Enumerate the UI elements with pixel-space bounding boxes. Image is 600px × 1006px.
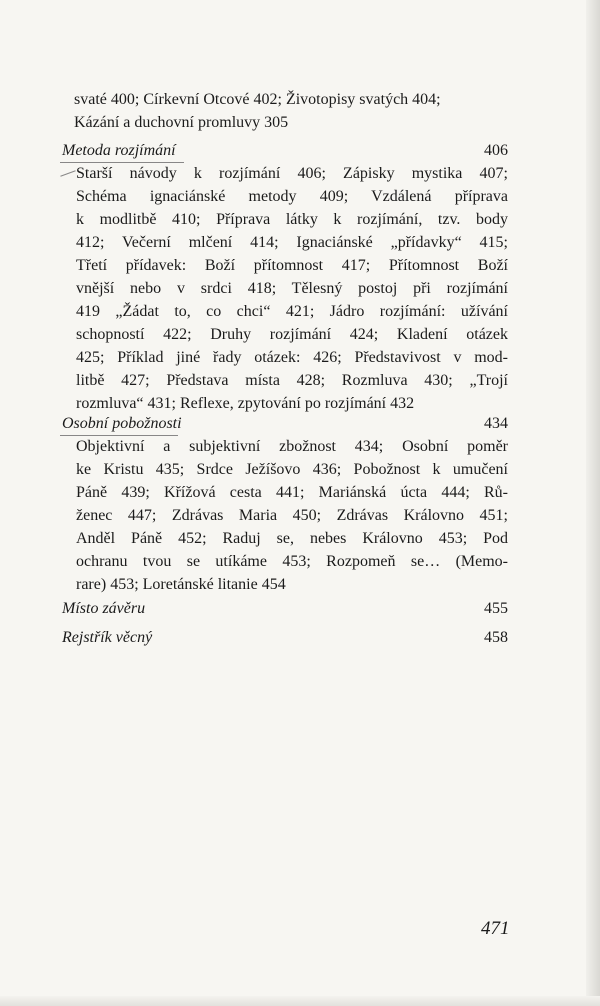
toc-line: Kázání a duchovní promluvy 305 [74, 114, 289, 131]
toc-line: Anděl Páně 452; Raduj se, nebes Královno 453; Pod [76, 530, 508, 547]
toc-entry-rejstrik-vecny [62, 627, 508, 649]
toc-line: 419 „Žádat to, co chci“ 421; Jádro rozjímání: užívání [76, 303, 508, 320]
toc-entry-body [76, 162, 508, 415]
toc-line: schopností 422; Druhy rozjímání 424; Kladení otázek [76, 326, 508, 343]
toc-entry-title: Rejstřík věcný [62, 629, 153, 646]
toc-line: rare) 453; Loretánské litanie 454 [76, 576, 286, 593]
toc-line: 412; Večerní mlčení 414; Ignaciánské „přídavky“ 415; [76, 234, 508, 251]
toc-entry-head [62, 413, 508, 435]
toc-line: 425; Příklad jiné řady otázek: 426; Představivost v mod- [76, 349, 508, 366]
toc-line: ke Kristu 435; Srdce Ježíšovo 436; Pobožnost k umučení [76, 461, 508, 478]
toc-entry-osobni-poboznosti [62, 413, 508, 596]
toc-line: ochranu tvou se utíkáme 453; Rozpomeň se… (Memo- [76, 553, 508, 570]
toc-line: Starší návody k rozjímání 406; Zápisky mystika 407; [76, 165, 508, 182]
page-bottom-edge [0, 996, 600, 1006]
toc-line: rozmluva“ 431; Reflexe, zpytování po rozjímání 432 [76, 395, 415, 412]
toc-line: Schéma ignaciánské metody 409; Vzdálená příprava [76, 188, 508, 205]
toc-line: k modlitbě 410; Příprava látky k rozjímání, tzv. body [76, 211, 508, 228]
toc-entry-body [76, 435, 508, 596]
toc-line: vnější nebo v srdci 418; Tělesný postoj při rozjímání [76, 280, 508, 297]
toc-line: Objektivní a subjektivní zbožnost 434; Osobní poměr [76, 438, 508, 455]
toc-entry-page: 455 [484, 600, 508, 617]
toc-entry-misto-zaveru [62, 598, 508, 620]
toc-line: Páně 439; Křížová cesta 441; Mariánská úcta 444; Rů- [76, 484, 508, 501]
toc-line: litbě 427; Představa místa 428; Rozmluva 430; „Trojí [76, 372, 508, 389]
pencil-underline [60, 162, 184, 163]
pencil-underline [60, 435, 178, 436]
page-number: 471 [481, 918, 510, 939]
toc-entry-title: Metoda rozjímání [62, 142, 176, 159]
toc-entry-head [62, 627, 508, 649]
toc-line: svaté 400; Církevní Otcové 402; Životopisy svatých 404; [74, 91, 441, 108]
toc-entry-page: 406 [484, 142, 508, 159]
toc-entry-page: 434 [484, 415, 508, 432]
toc-line: Třetí přídavek: Boží přítomnost 417; Přítomnost Boží [76, 257, 508, 274]
toc-entry-title: Osobní pobožnosti [62, 415, 182, 432]
toc-entry-title: Místo závěru [62, 600, 146, 617]
toc-entry-head [62, 140, 508, 162]
toc-entry-head [62, 598, 508, 620]
toc-entry-metoda-rozjimani [62, 140, 508, 415]
toc-continuation [74, 88, 474, 134]
page-edge-shadow [586, 0, 600, 1006]
toc-line: ženec 447; Zdrávas Maria 450; Zdrávas Královno 451; [76, 507, 508, 524]
toc-entry-page: 458 [484, 629, 508, 646]
